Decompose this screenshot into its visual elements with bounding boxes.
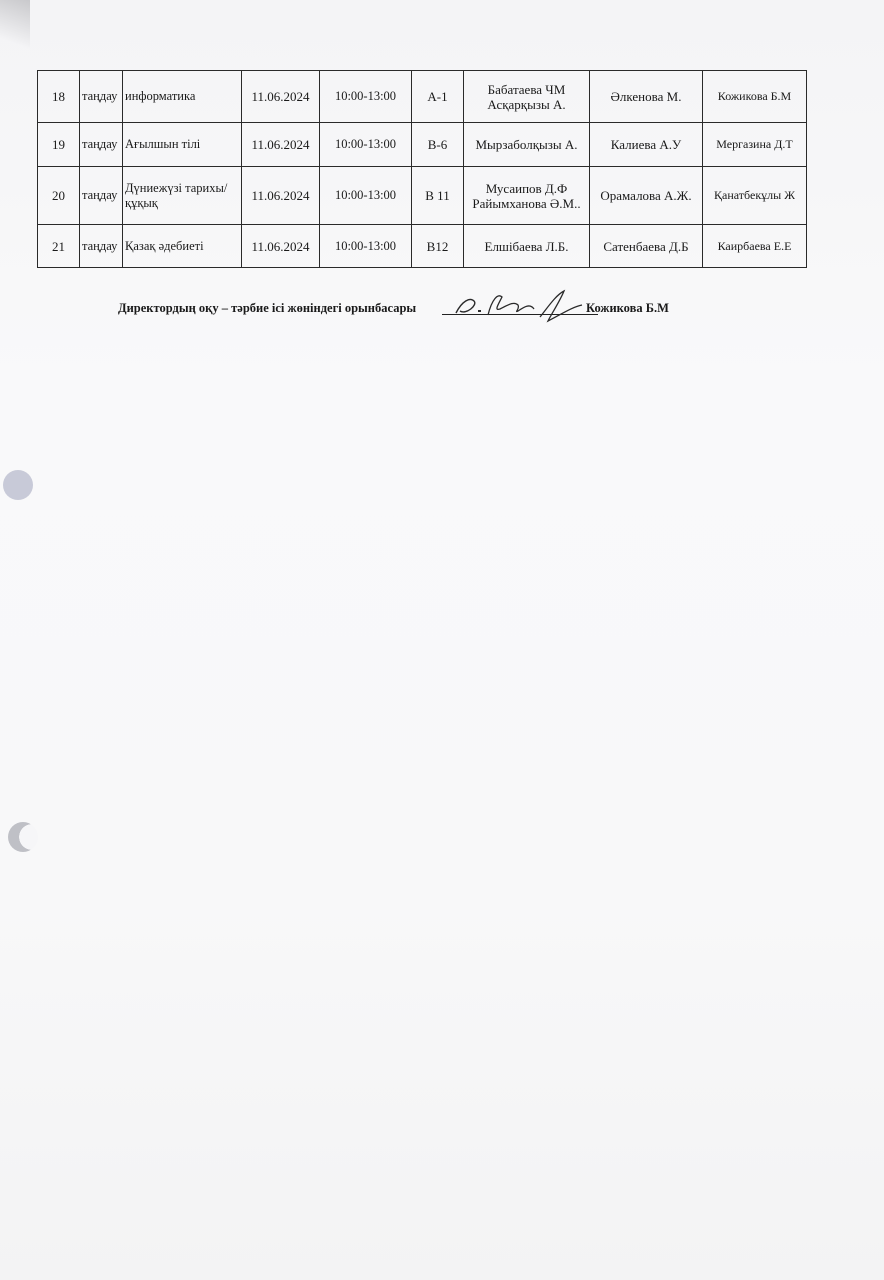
exam-date-cell: 11.06.2024	[242, 167, 320, 225]
exam-time-cell: 10:00-13:00	[320, 167, 412, 225]
deputy-director-title: Директордың оқу – тәрбие ісі жөніндегі орынбасары	[118, 301, 417, 315]
teacher-name: Бабатаева ЧМ	[487, 81, 566, 97]
teacher-name: Райымханова Ә.М..	[472, 195, 581, 211]
exam-date-cell: 11.06.2024	[242, 123, 320, 167]
subject-name-cell: Ағылшын тілі	[123, 123, 242, 167]
teacher-name: Мырзаболқызы А.	[475, 137, 578, 152]
subject-name-cell: Дүниежүзі тарихы/ құқық	[123, 167, 242, 225]
room-number-cell: В-6	[412, 123, 464, 167]
exam-time-cell: 10:00-13:00	[320, 123, 412, 167]
exam-type-cell: таңдау	[80, 167, 123, 225]
row-number-cell: 18	[38, 71, 80, 123]
teacher-names-cell	[464, 167, 590, 225]
assistant-name-cell: Әлкенова М.	[590, 71, 703, 123]
row-number-cell: 21	[38, 225, 80, 268]
teacher-names-cell	[464, 225, 590, 268]
schedule-rows	[38, 71, 807, 268]
page-corner-shadow	[0, 0, 30, 60]
row-number-cell: 20	[38, 167, 80, 225]
exam-type-cell: таңдау	[80, 225, 123, 268]
teacher-name: Елшібаева Л.Б.	[484, 238, 569, 254]
exam-date-cell: 11.06.2024	[242, 71, 320, 123]
punch-hole	[8, 822, 38, 852]
row-number-cell: 19	[38, 123, 80, 167]
teacher-name: Мусаипов Д.Ф	[485, 180, 568, 196]
deputy-director-name: Кожикова Б.М	[586, 301, 669, 315]
subject-name-cell: информатика	[123, 71, 242, 123]
observer-name-cell: Қанатбекұлы Ж	[703, 167, 807, 225]
handwritten-signature	[448, 287, 598, 327]
table-row	[38, 71, 807, 123]
signature-block	[118, 299, 738, 319]
teacher-name: Асқарқызы А.	[487, 96, 566, 112]
table-row	[38, 123, 807, 167]
room-number-cell: В 11	[412, 167, 464, 225]
table-row	[38, 225, 807, 268]
exam-time-cell: 10:00-13:00	[320, 225, 412, 268]
room-number-cell: А-1	[412, 71, 464, 123]
room-number-cell: В12	[412, 225, 464, 268]
punch-hole	[3, 470, 33, 500]
exam-type-cell: таңдау	[80, 71, 123, 123]
teacher-names-cell	[464, 71, 590, 123]
exam-time-cell: 10:00-13:00	[320, 71, 412, 123]
assistant-name-cell: Орамалова А.Ж.	[590, 167, 703, 225]
exam-type-cell: таңдау	[80, 123, 123, 167]
observer-name-cell: Мергазина Д.Т	[703, 123, 807, 167]
observer-name-cell: Кожикова Б.М	[703, 71, 807, 123]
subject-name-cell: Қазақ әдебиеті	[123, 225, 242, 268]
exam-schedule-table	[37, 70, 807, 268]
exam-date-cell: 11.06.2024	[242, 225, 320, 268]
observer-name-cell: Каирбаева Е.Е	[703, 225, 807, 268]
teacher-names-cell	[464, 123, 590, 167]
assistant-name-cell: Калиева А.У	[590, 123, 703, 167]
assistant-name-cell: Сатенбаева Д.Б	[590, 225, 703, 268]
table-row	[38, 167, 807, 225]
